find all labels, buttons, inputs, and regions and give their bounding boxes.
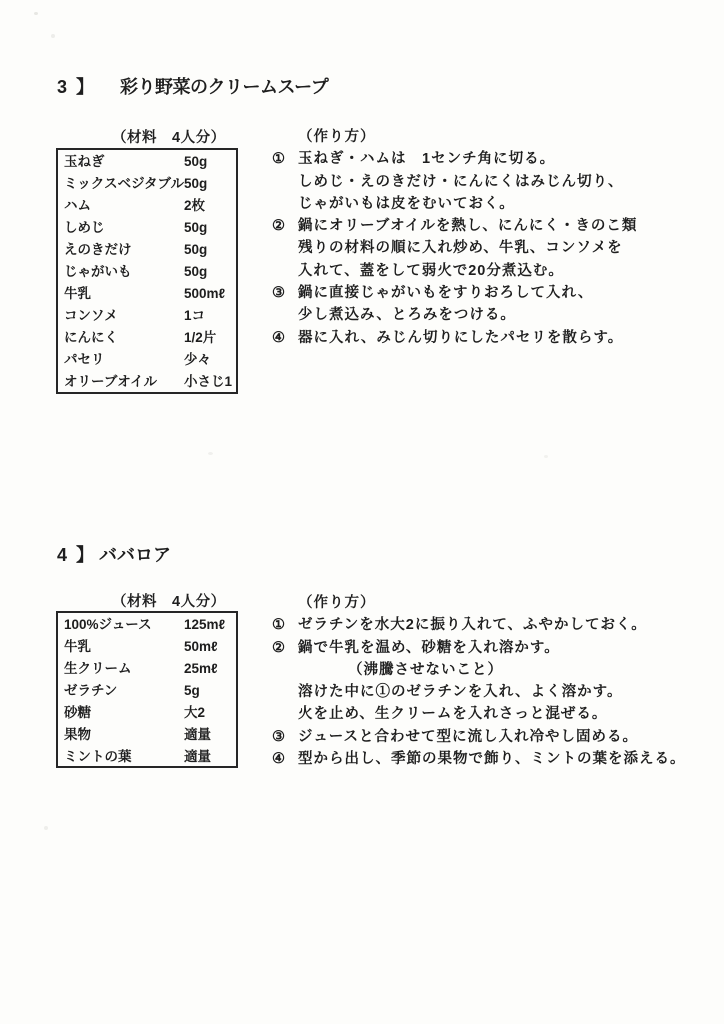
recipe-4-ingredients-table [56,611,238,768]
direction-line [272,171,637,193]
ingredient-amount: 2枚 [184,198,206,213]
ingredient-row [58,658,236,680]
ingredient-name: コンソメ [64,308,118,323]
ingredient-name: 牛乳 [64,639,91,654]
scan-speck [34,12,38,15]
direction-text: 器に入れ、みじん切りにしたパセリを散らす。 [298,329,624,346]
direction-text: しめじ・えのきだけ・にんにくはみじん切り、 [298,173,624,190]
direction-line [272,659,686,681]
ingredient-name: 100%ジュース [64,617,152,632]
step-marker [272,592,298,614]
recipe-3-ingredients-table [56,148,238,394]
step-marker: ② [272,218,286,235]
ingredient-name: しめじ [64,220,105,235]
ingredient-row [58,305,236,327]
ingredient-amount: 小さじ1 [184,374,233,389]
step-marker [272,304,298,326]
ingredient-name: パセリ [64,352,105,367]
recipe-4-title: ババロア [99,545,172,565]
direction-line [272,748,686,770]
scan-speck [44,826,48,830]
recipe-3-ingredients-header: （材料 4人分） [112,130,226,146]
ingredient-amount: 50g [184,176,208,191]
recipe-4-directions [272,592,686,770]
recipe-4-bracket: 】 [76,545,95,565]
direction-line [272,215,637,237]
recipe-3-number: 3 [57,77,68,97]
direction-line [272,237,637,259]
direction-text: 入れて、蓋をして弱火で20分煮込む。 [298,262,564,279]
direction-line [272,703,686,725]
ingredient-name: ミントの葉 [64,749,132,764]
direction-line [272,260,637,282]
ingredient-amount: 125mℓ [184,617,226,632]
direction-text: 型から出し、季節の果物で飾り、ミントの葉を添える。 [298,751,686,768]
ingredient-name: えのきだけ [64,242,132,257]
step-marker: ① [272,617,286,634]
ingredient-name: にんにく [64,330,118,345]
ingredient-amount: 50g [184,220,208,235]
ingredient-name: ゼラチン [64,683,118,698]
ingredient-name: 砂糖 [64,705,91,720]
direction-line [272,148,637,170]
step-marker: ③ [272,285,286,302]
ingredient-row [58,195,236,217]
ingredient-row [58,636,236,658]
ingredient-amount: 50g [184,154,208,169]
direction-text: 鍋で牛乳を温め、砂糖を入れ溶かす。 [298,639,560,656]
step-marker: ② [272,639,286,656]
ingredient-name: ミックスベジタブル [64,176,185,191]
direction-text: 少し煮込み、とろみをつける。 [298,307,516,324]
direction-line [272,726,686,748]
step-marker [272,703,298,725]
ingredient-name: 牛乳 [64,286,91,301]
ingredient-amount: 1/2片 [184,330,217,345]
direction-line [272,327,637,349]
step-marker: ③ [272,728,286,745]
ingredient-name: オリーブオイル [64,374,158,389]
recipe-4-ingredients-header: （材料 4人分） [112,594,226,610]
scan-speck [51,34,55,38]
direction-line [272,681,686,703]
recipe-3-directions [272,126,637,349]
directions-header-line [272,592,686,614]
ingredient-name: じゃがいも [64,264,132,279]
direction-line [272,637,686,659]
ingredient-row [58,217,236,239]
step-marker [272,681,298,703]
recipe-3-title: 彩り野菜のクリームスープ [120,77,329,97]
ingredient-amount: 適量 [184,727,211,742]
recipe-3-bracket: 】 [76,77,95,97]
direction-text: ゼラチンを水大2に振り入れて、ふやかしておく。 [298,617,647,634]
ingredient-amount: 50g [184,242,208,257]
direction-text: （沸騰させないこと） [348,661,503,678]
direction-text: 玉ねぎ・ハムは 1センチ角に切る。 [298,151,556,168]
ingredient-row [58,239,236,261]
direction-line [272,193,637,215]
ingredient-row [58,327,236,349]
direction-text: 溶けた中に①のゼラチンを入れ、よく溶かす。 [298,684,623,701]
direction-line [272,614,686,636]
ingredient-amount: 5g [184,683,200,698]
step-marker [272,126,298,148]
ingredient-name: 果物 [64,727,91,742]
ingredient-amount: 大2 [184,705,206,720]
ingredient-row [58,614,236,636]
ingredient-row [58,283,236,305]
recipe-4-number: 4 [57,545,68,565]
ingredient-amount: 適量 [184,749,211,764]
ingredient-amount: 50g [184,264,208,279]
directions-header: （作り方） [298,595,376,611]
ingredient-amount: 50mℓ [184,639,218,654]
ingredient-row [58,702,236,724]
step-marker [272,171,298,193]
ingredient-name: ハム [64,198,91,213]
ingredient-name: 生クリーム [64,661,132,676]
ingredient-row [58,724,236,746]
recipe-4-heading [57,541,171,567]
step-marker [272,237,298,259]
direction-text: 残りの材料の順に入れ炒め、牛乳、コンソメを [298,240,623,257]
ingredient-row [58,173,236,195]
step-marker: ① [272,151,286,168]
ingredient-row [58,349,236,371]
ingredient-amount: 500mℓ [184,286,226,301]
step-marker [272,659,298,681]
direction-text: 火を止め、生クリームを入れさっと混ぜる。 [298,706,608,723]
direction-text: ジュースと合わせて型に流し入れ冷やし固める。 [298,728,638,745]
ingredient-row [58,261,236,283]
directions-header-line [272,126,637,148]
ingredient-amount: 25mℓ [184,661,218,676]
ingredient-amount: 少々 [184,352,211,367]
step-marker: ④ [272,751,286,768]
ingredient-row [58,680,236,702]
ingredient-amount: 1コ [184,308,206,323]
direction-line [272,282,637,304]
ingredient-name: 玉ねぎ [64,154,105,169]
scan-speck [544,455,548,458]
ingredient-row [58,371,236,393]
scan-speck [208,452,213,455]
direction-text: 鍋にオリーブオイルを熱し、にんにく・きのこ類 [298,218,638,235]
recipe-3-heading [57,73,328,99]
directions-header: （作り方） [298,129,376,145]
direction-text: 鍋に直接じゃがいもをすりおろして入れ、 [298,285,594,302]
ingredient-row [58,151,236,173]
step-marker [272,193,298,215]
step-marker [272,260,298,282]
step-marker: ④ [272,329,286,346]
direction-text: じゃがいもは皮をむいておく。 [298,195,515,212]
ingredient-row [58,746,236,768]
direction-line [272,304,637,326]
